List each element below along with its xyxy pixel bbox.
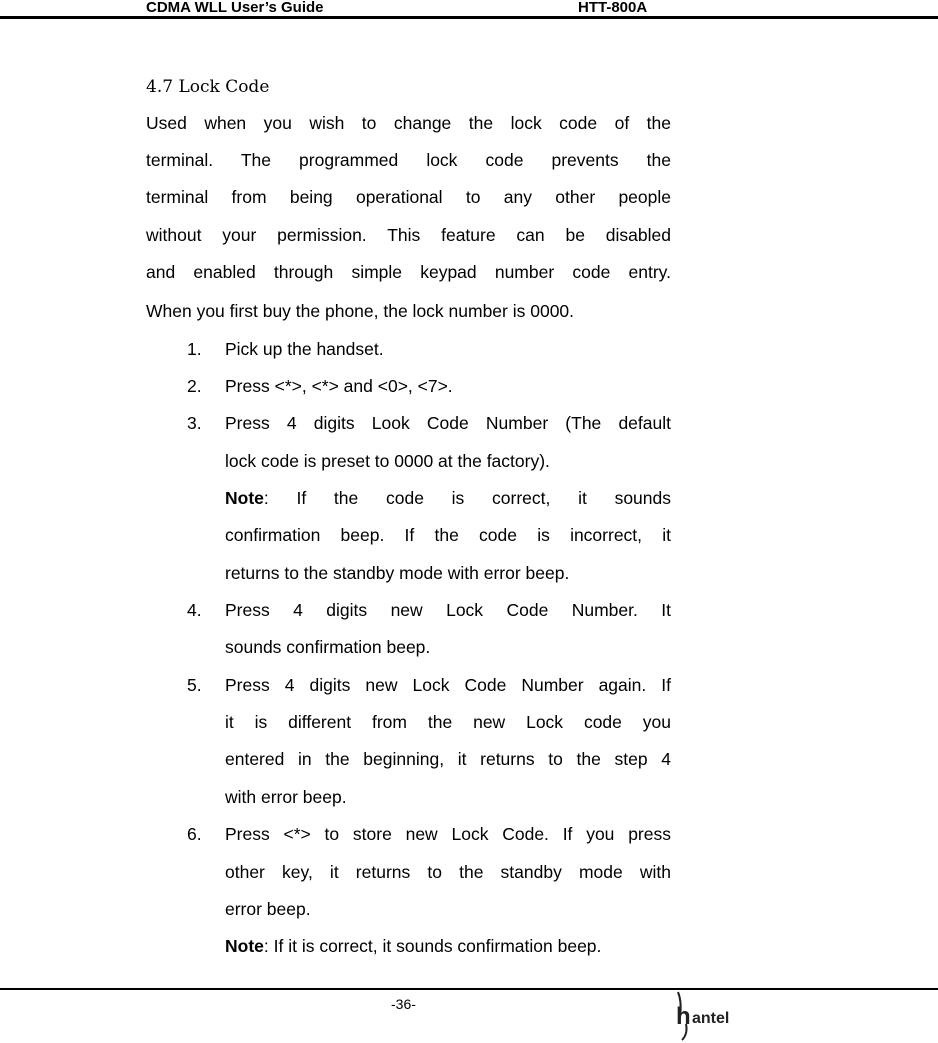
note-text: : If the code is correct, it sounds bbox=[263, 488, 671, 508]
step-3-note-line-3: returns to the standby mode with error beep. bbox=[225, 563, 570, 583]
step-6-line-1: Press <*> to store new Lock Code. If you press bbox=[225, 824, 671, 844]
intro-line-6: When you first buy the phone, the lock number is 0000. bbox=[146, 301, 575, 321]
note-text: : If it is correct, it sounds confirmation beep. bbox=[263, 936, 602, 956]
step-4-line-1: Press 4 digits new Lock Code Number. It bbox=[225, 600, 671, 620]
step-4-line-2: sounds confirmation beep. bbox=[225, 637, 431, 657]
step-2-text: Press <*>, <*> and <0>, <7>. bbox=[225, 376, 453, 396]
step-3-note-line-2: confirmation beep. If the code is incorrect, it bbox=[225, 525, 671, 545]
step-3-line-2: lock code is preset to 0000 at the factory). bbox=[225, 451, 550, 471]
hantel-logo-text: antel bbox=[692, 1010, 730, 1027]
intro-line-1: Used when you wish to change the lock code of the bbox=[146, 113, 671, 133]
step-5-line-3: entered in the beginning, it returns to the step 4 bbox=[225, 749, 671, 769]
note-label: Note bbox=[225, 936, 264, 956]
intro-line-3: terminal from being operational to any other people bbox=[146, 187, 671, 207]
step-6-number: 6. bbox=[187, 824, 202, 844]
step-5-line-2: it is different from the new Lock code you bbox=[225, 712, 671, 732]
hantel-logo bbox=[672, 990, 744, 1042]
step-1-number: 1. bbox=[187, 339, 202, 359]
step-5-line-4: with error beep. bbox=[225, 787, 347, 807]
step-6-note bbox=[225, 935, 601, 957]
intro-line-4: without your permission. This feature can be disabled bbox=[146, 225, 671, 245]
header-guide-title: CDMA WLL User’s Guide bbox=[146, 0, 324, 16]
step-3-note-line-1 bbox=[225, 487, 671, 509]
step-5-number: 5. bbox=[187, 675, 202, 695]
footer-rule bbox=[0, 988, 938, 990]
step-3-number: 3. bbox=[187, 413, 202, 433]
page-number: -36- bbox=[391, 996, 416, 1012]
step-4-number: 4. bbox=[187, 600, 202, 620]
step-2-number: 2. bbox=[187, 376, 202, 396]
step-1-text: Pick up the handset. bbox=[225, 339, 384, 359]
hantel-logo-h: h bbox=[676, 1003, 691, 1030]
header-model: HTT-800A bbox=[578, 0, 648, 16]
step-6-line-3: error beep. bbox=[225, 899, 311, 919]
step-6-line-2: other key, it returns to the standby mode with bbox=[225, 862, 671, 882]
intro-line-2: terminal. The programmed lock code prevents the bbox=[146, 150, 671, 170]
step-3-line-1: Press 4 digits Look Code Number (The default bbox=[225, 413, 671, 433]
section-title: 4.7 Lock Code bbox=[146, 77, 270, 97]
step-5-line-1: Press 4 digits new Lock Code Number again. If bbox=[225, 675, 671, 695]
note-label: Note bbox=[225, 488, 264, 508]
intro-line-5: and enabled through simple keypad number code entry. bbox=[146, 262, 671, 282]
header-rule bbox=[0, 16, 938, 19]
